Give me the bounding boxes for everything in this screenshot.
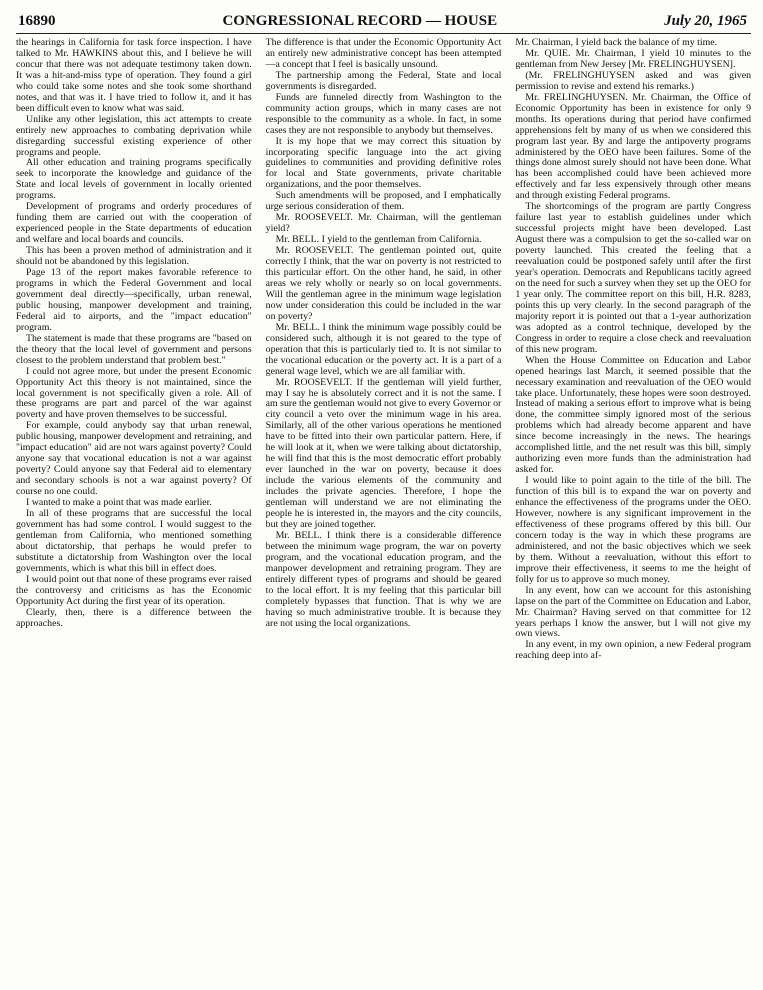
paragraph: Development of programs and orderly procedures of funding them are carried out with the cooperation of experienced people in the State departments of education and welfare and local boards and councils. bbox=[16, 201, 252, 246]
text-columns bbox=[16, 34, 751, 662]
paragraph: Mr. BELL. I think the minimum wage possibly could be considered such, although it is not geared to the type of operation that this is particularly tied to. It is not similar to the vocational education or the poverty act. It is a part of a general wage level, which we are all familiar with. bbox=[265, 321, 502, 377]
paragraph: Mr. ROOSEVELT. Mr. Chairman, will the gentleman yield? bbox=[265, 212, 502, 235]
issue-date: July 20, 1965 bbox=[664, 13, 747, 29]
paragraph: The difference is that under the Economic Opportunity Act an entirely new administrative concept has been attempted—a concept that I feel is basically unsound. bbox=[265, 37, 502, 70]
publication-title: CONGRESSIONAL RECORD — HOUSE bbox=[222, 13, 498, 29]
paragraph: This has been a proven method of administration and it should not be abandoned by this legislation. bbox=[16, 245, 252, 268]
paragraph: Page 13 of the report makes favorable reference to programs in which the Federal Government and local government deal directly—specifically, urban renewal, public housing, manpower development and training, Federal aid to airports, and the "impact education" program. bbox=[16, 267, 252, 333]
paragraph: I would like to point again to the title of the bill. The function of this bill is to expand the war on poverty and enhance the effectiveness of the programs under the OEO. However, nowhere is any significant improvement in the effectiveness of these programs offered by this bill. Our concern today is the way in which these programs are administered, and not the basic objectives which we seek by them. Without a reevaluation, without this effort to improve their effectiveness, it seems to me the height of folly for us to approve so much money. bbox=[515, 475, 752, 585]
paragraph: In any event, how can we account for this astonishing lapse on the part of the Committee on Education and Labor, Mr. Chairman? Having served on that committee for 12 years perhaps I know the answer, but I will not give my own views. bbox=[515, 584, 752, 640]
paragraph: Mr. BELL. I yield to the gentleman from California. bbox=[275, 234, 482, 246]
paragraph: All other education and training programs specifically seek to incorporate the knowledge and guidance of the State and local levels of government in locally oriented programs. bbox=[16, 157, 252, 202]
column-3 bbox=[515, 38, 751, 662]
paragraph: Such amendments will be proposed, and I emphatically urge serious consideration of them. bbox=[265, 190, 502, 213]
paragraph: In all of these programs that are successful the local government has had some control. I would suggest to the gentleman from California, who mentioned something about dictatorship, that perhaps he would prefer to substitute a dictatorship from Washington over the local governments, which is what this bill in effect does. bbox=[16, 507, 252, 574]
paragraph: For example, could anybody say that urban renewal, public housing, manpower development and retraining, and "impact education" aid are not wars against poverty? Could anyone say that vocational education is not a war against poverty? Could anyone say that Federal aid to elementary and secondary schools is not a war against poverty? Of course no one could. bbox=[16, 420, 252, 498]
paragraph: The statement is made that these programs are "based on the theory that the local level of government and persons closest to the problem understand that problem best." bbox=[16, 332, 252, 366]
paragraph: Clearly, then, there is a difference between the approaches. bbox=[16, 606, 252, 629]
paragraph: I would point out that none of these programs ever raised the controversy and criticisms as has the Economic Opportunity Act during the first year of its operation. bbox=[16, 573, 252, 607]
paragraph: Mr. ROOSEVELT. The gentleman pointed out, quite correctly I think, that the war on poverty is not restricted to this particular effort. On the other hand, he said, in other areas we rely wholly or nearly so on local governments. Will the gentleman agree in the minimum wage legislation now under consideration this could be included in the war on poverty? bbox=[265, 245, 502, 322]
paragraph: It is my hope that we may correct this situation by incorporating specific language into the act giving guidelines to communities and providing definitive roles for local and State governments, private charitable organizations, and the poor themselves. bbox=[265, 135, 502, 191]
paragraph: Mr. QUIE. Mr. Chairman, I yield 10 minutes to the gentleman from New Jersey [Mr. FRELINGHUYSEN]. bbox=[515, 47, 752, 70]
paragraph: Mr. ROOSEVELT. If the gentleman will yield further, may I say he is absolutely correct and it is not the same. I am sure the gentleman would not give to every Governor or city council a veto over the minimum wage in his area. Similarly, all of the other various operations he mentioned have to be fitted into their own particular pattern. Here, if he will look at it, when we were talking about dictatorship, he will find that this is the most democratic effort probably ever launched in the war on poverty, because it does include the various elements of the community and includes the private agencies. Therefore, I hope the gentleman will understand we are not eliminating the people he is interested in, the mayors and the city councils, but they are joined together. bbox=[265, 376, 502, 530]
paragraph: The partnership among the Federal, State and local governments is disregarded. bbox=[265, 69, 502, 92]
paragraph: (Mr. FRELINGHUYSEN asked and was given permission to revise and extend his remarks.) bbox=[515, 69, 752, 92]
column-2 bbox=[266, 38, 502, 662]
paragraph: In any event, in my own opinion, a new Federal program reaching deep into af- bbox=[515, 639, 752, 662]
paragraph: the hearings in California for task force inspection. I have talked to Mr. HAWKINS about this, and I believe he will concur that there was not adequate testimony taken down. It was a hit-and-miss type of operation. They found a girl who could take some notes and she took some shorthand notes, and that was it. I have tried to follow it, and it has been difficult even to know what was said. bbox=[16, 37, 252, 114]
paragraph: The shortcomings of the program are partly Congress failure last year to establish guidelines under which successful projects might have been developed. Last August there was a compulsion to get the so-called war on poverty launched. This created the feeling that a reevaluation could be postponed safely until after the first year's operation. Democrats and Republicans tacitly agreed on the need for such a survey when they set up the OEO for 1 year only. The committee report on this bill, H.R. 8283, points this up very clearly. In the second paragraph of the majority report it is pointed out that a 1-year authorization was adopted as a control technique, developed by the Congress in order to require a close check and reevaluation of this new program. bbox=[515, 201, 752, 355]
page-header bbox=[16, 0, 751, 34]
column-1 bbox=[16, 38, 252, 662]
paragraph: Unlike any other legislation, this act attempts to create entirely new approaches to combating deprivation while disregarding successful existing experience of other programs and people. bbox=[16, 113, 252, 158]
paragraph: Mr. Chairman, I yield back the balance of my time. bbox=[515, 37, 718, 48]
paragraph: Mr. BELL. I think there is a considerable difference between the minimum wage program, the war on poverty program, and the vocational education program, and the manpower development and retraining program. They are entirely different types of programs and should be geared to the local effort. It is my feeling that this particular bill completely bypasses that function. That is why we are having so much administrative trouble. It is because they are not using the local organizations. bbox=[265, 529, 502, 629]
paragraph: I wanted to make a point that was made earlier. bbox=[26, 497, 212, 509]
paragraph: Mr. FRELINGHUYSEN. Mr. Chairman, the Office of Economic Opportunity has been in existence for only 9 months. Its operations during that period have confirmed apprehensions felt by many of us when we considered this program last year. By and large the antipoverty programs administered by the OEO have been failures. Some of the things done almost surely should not have been done. What has been accomplished could have been achieved more effectively and far less expensively through other means and through existing Federal programs. bbox=[515, 91, 752, 202]
paragraph: Funds are funneled directly from Washington to the community action groups, which in many cases are not responsible to the community as a whole. In fact, in some cases they are not responsible to anybody but themselves. bbox=[265, 91, 502, 136]
paragraph: I could not agree more, but under the present Economic Opportunity Act this theory is not maintained, since the local government is not specifically given a role. All of these programs are part and parcel of the war against poverty and have proven themselves to be successful. bbox=[16, 365, 252, 421]
paragraph: When the House Committee on Education and Labor opened hearings last March, it seemed possible that the necessary examination and reevaluation of the OEO would take place. Unfortunately, these hopes were soon destroyed. Instead of making a serious effort to improve what is being done, the committee simply ignored most of the serious problems which had already become apparent and have since become increasingly in the news. The hearings accomplished little, and the net result was this bill, simply authorizing even more funds than the administration had asked for. bbox=[515, 354, 752, 476]
page-number: 16890 bbox=[18, 13, 56, 29]
